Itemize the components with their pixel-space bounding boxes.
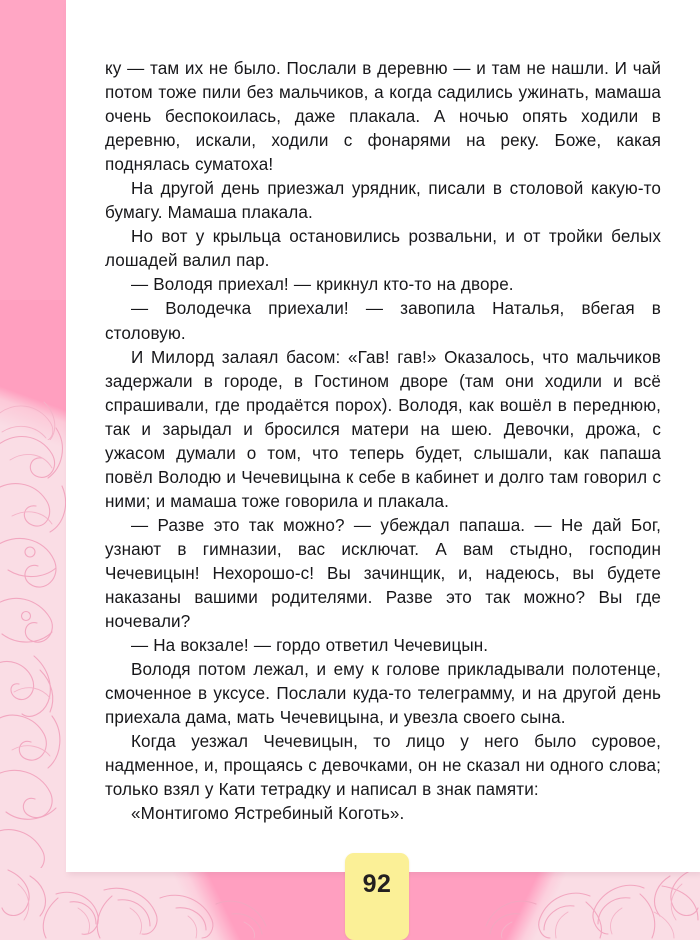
left-pink-diagonal-wedge — [0, 300, 66, 600]
paragraph: На другой день приезжал урядник, писали в столовой какую-то бумагу. Мамаша плакала. — [105, 179, 661, 223]
paragraph-dialogue: — Володя приехал! — крикнул кто-то на дворе. — [131, 275, 514, 295]
paragraph-dialogue: — На вокзале! — гордо ответил Чечевицын. — [131, 636, 489, 656]
paragraph: И Милорд залаял басом: «Гав! гав!» Оказалось, что мальчиков задержали в городе, в Гостином дворе (там они ходили и всё спрашивали, где продаётся порох). Володя, как вошёл в переднюю, так и зарыдал и бросился матери на шею. Девочки, дрожа, с ужасом думали о том, что теперь будет, слышали, как папаша повёл Володю и Чечевицына к себе в кабинет и долго там говорил с ними; и мамаша тоже говорила и плакала. — [105, 347, 661, 511]
paragraph-dialogue: — Володечка приехали! — завопила Наталья, вбегая в столовую. — [105, 299, 661, 343]
story-text-body — [105, 57, 661, 827]
paragraph-dialogue: — Разве это так можно? — убеждал папаша. — Не дай Бог, узнают в гимназии, вас исключат. А вам стыдно, господин Чечевицын! Нехорошо-с! Вы зачинщик, и, надеюсь, вы будете наказаны вашими родителями. Разве это так можно? Вы где ночевали? — [105, 515, 661, 632]
bottom-right-pale-corner — [440, 868, 700, 940]
page-number-label: 92 — [362, 870, 392, 898]
page-text-sheet — [66, 0, 700, 872]
paragraph-quote: «Монтигомо Ястребиный Коготь». — [131, 804, 405, 824]
paragraph: Володя потом лежал, и ему к голове прикладывали полотенце, смоченное в уксусе. Послали куда-то телеграмму, и на другой день приехала дама, мать Чечевицына, и увезла своего сына. — [105, 660, 661, 728]
paragraph: ку — там их не было. Послали в деревню — и там не нашли. И чай потом тоже пили без мальчиков, а когда садились ужинать, мамаша очень беспокоилась, даже плакала. А ночью опять ходили в деревню, искали, ходили с фонарями на реку. Боже, какая поднялась суматоха! — [105, 59, 661, 175]
paragraph: Но вот у крыльца остановились розвальни, и от тройки белых лошадей валил пар. — [105, 227, 661, 271]
paragraph: Когда уезжал Чечевицын, то лицо у него было суровое, надменное, и, прощаясь с девочками, он не сказал ни одного слова; только взял у Кати тетрадку и написал в знак памяти: — [105, 732, 661, 800]
page-number-badge — [345, 853, 409, 940]
bottom-left-pale-corner — [0, 868, 330, 940]
